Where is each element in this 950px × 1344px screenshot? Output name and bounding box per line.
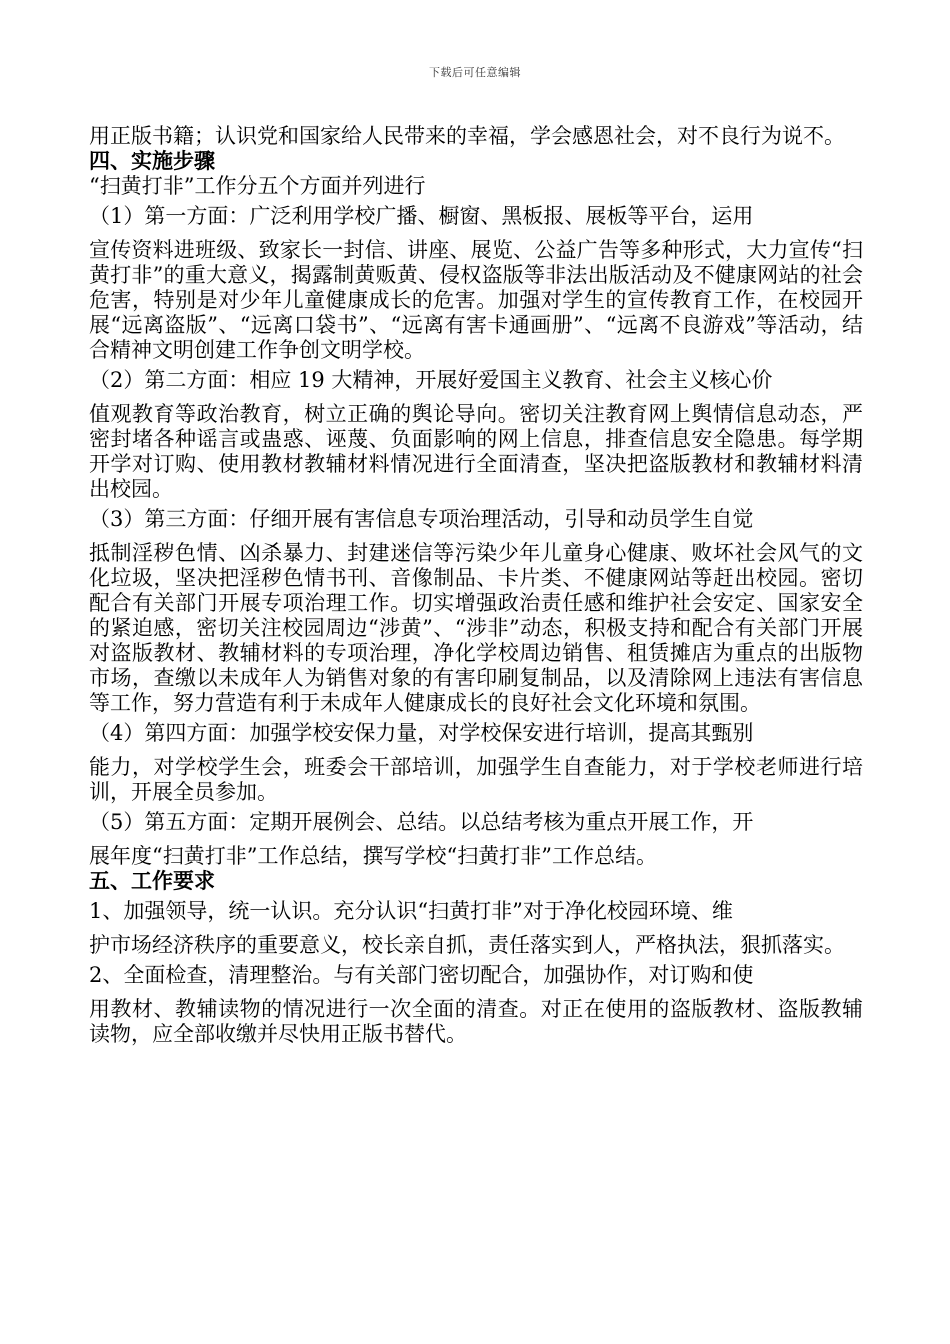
paragraph-step-1-body: 宣传资料进班级、致家长一封信、讲座、展览、公益广告等多种形式，大力宣传“扫黄打非”的重大意义，揭露制黄贩黄、侵权盗版等非法出版活动及不健康网站的社会危害，特别是对少年儿童健康成长的危害。加强对学生的宣传教育工作，在校园开展“远离盗版”、“远离口袋书”、“远离有害卡通画册”、“远离不良游戏”等活动，结合精神文明创建工作争创文明学校。: [89, 238, 863, 362]
paragraph-requirement-1-first-line: 1、加强领导，统一认识。充分认识“扫黄打非”对于净化校园环境、维: [89, 899, 733, 923]
paragraph-step-1-first-line: （1）第一方面：广泛利用学校广播、橱窗、黑板报、展板等平台，运用: [89, 204, 754, 228]
paragraph-step-3: [89, 507, 863, 716]
paragraph-step-2-body: 值观教育等政治教育，树立正确的舆论导向。密切关注教育网上舆情信息动态，严密封堵各种谣言或蛊惑、诬蔑、负面影响的网上信息，排查信息安全隐患。每学期开学对订购、使用教材教辅材料情况进行全面清查，坚决把盗版教材和教辅材料清出校园。: [89, 402, 863, 501]
section-heading-5: 五、工作要求: [89, 869, 215, 893]
paragraph-step-2-first-line: （2）第二方面：相应 19 大精神，开展好爱国主义教育、社会主义核心价: [89, 368, 773, 392]
paragraph-step-4-first-line: （4）第四方面：加强学校安保力量，对学校保安进行培训，提高其甄别: [89, 721, 754, 745]
paragraph-step-3-body: 抵制淫秽色情、凶杀暴力、封建迷信等污染少年儿童身心健康、败坏社会风气的文化垃圾，坚决把淫秽色情书刊、音像制品、卡片类、不健康网站等赶出校园。密切配合有关部门开展专项治理工作。切实增强政治责任感和维护社会安定、国家安全的紧迫感，密切关注校园周边“涉黄”、“涉非”动态，积极支持和配合有关部门开展对盗版教材、教辅材料的专项治理，净化学校周边销售、租赁摊店为重点的出版物市场，查缴以未成年人为销售对象的有害印刷复制品，以及清除网上违法有害信息等工作，努力营造有利于未成年人健康成长的良好社会文化环境和氛围。: [89, 541, 863, 715]
paragraph-step-4: [89, 721, 863, 805]
paragraph-requirement-2-first-line: 2、全面检查，清理整治。与有关部门密切配合，加强协作，对订购和使: [89, 963, 754, 987]
paragraph-step-5: [89, 810, 863, 869]
paragraph-step-1: [89, 204, 863, 363]
page-header: 下载后可任意编辑: [429, 66, 521, 79]
paragraph-step-3-first-line: （3）第三方面：仔细开展有害信息专项治理活动，引导和动员学生自觉: [89, 507, 754, 531]
section-heading-4: 四、实施步骤: [89, 149, 215, 173]
document-body: [89, 124, 863, 1047]
paragraph-step-2: [89, 368, 863, 502]
paragraph-step-5-body: 展年度“扫黄打非”工作总结，撰写学校“扫黄打非”工作总结。: [89, 844, 657, 868]
paragraph-step-5-first-line: （5）第五方面：定期开展例会、总结。以总结考核为重点开展工作，开: [89, 810, 754, 834]
paragraph-overview: “扫黄打非”工作分五个方面并列进行: [89, 174, 426, 198]
paragraph-requirement-1: [89, 899, 863, 958]
paragraph-step-4-body: 能力，对学校学生会，班委会干部培训，加强学生自查能力，对于学校老师进行培训，开展全员参加。: [89, 755, 863, 804]
paragraph-requirement-1-body: 护市场经济秩序的重要意义，校长亲自抓，责任落实到人，严格执法，狠抓落实。: [89, 933, 845, 957]
paragraph-requirement-2: [89, 963, 863, 1047]
paragraph-requirement-2-body: 用教材、教辅读物的情况进行一次全面的清查。对正在使用的盗版教材、盗版教辅读物，应全部收缴并尽快用正版书替代。: [89, 997, 863, 1046]
paragraph-intro: 用正版书籍；认识党和国家给人民带来的幸福，学会感恩社会，对不良行为说不。: [89, 124, 845, 148]
